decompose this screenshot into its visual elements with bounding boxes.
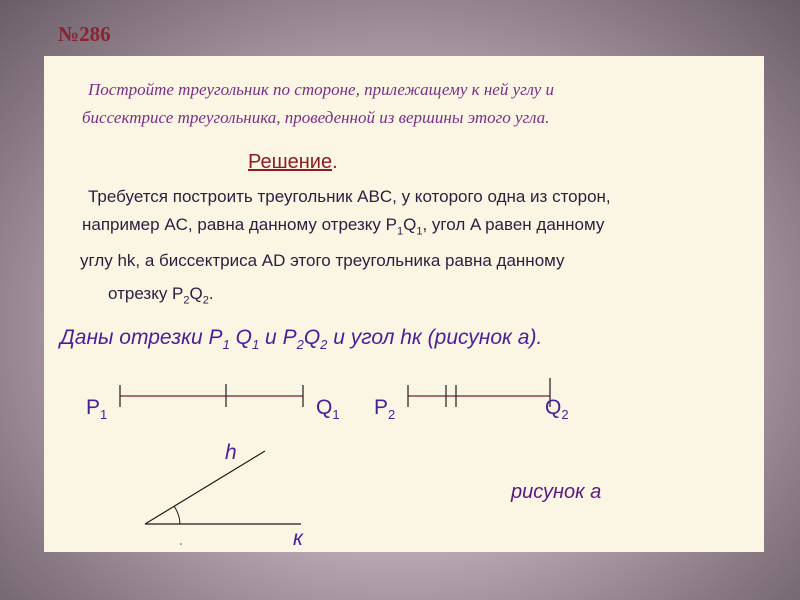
task-line-1: Постройте треугольник по стороне, прилежащему к ней углу и — [88, 80, 555, 99]
body-line-2-sub2: 1 — [416, 225, 423, 238]
label-h: h — [225, 441, 237, 464]
body-line-4-a: отрезку P — [108, 284, 184, 303]
angle-arc — [174, 506, 180, 524]
body-line-4-sub1: 2 — [183, 294, 190, 307]
given-c: и P — [259, 326, 297, 349]
body-line-2-sub1: 1 — [396, 225, 404, 238]
body-line-4-b: Q — [189, 284, 203, 303]
segment-p2q2 — [408, 378, 550, 407]
body-line-2-b: Q — [403, 215, 417, 234]
given-sub3: 2 — [296, 337, 304, 353]
angle-hk — [145, 451, 301, 545]
label-p2: $P_2$ — [374, 396, 396, 423]
given-d: Q — [303, 326, 321, 349]
given-b: Q — [229, 326, 252, 349]
task-line-2: биссектрисе треугольника, проведенной из вершины этого угла. — [82, 108, 550, 127]
label-q2: $Q_2$ — [545, 396, 569, 423]
body-line-2-a: например AC, равна данному отрезку P — [82, 215, 397, 234]
label-q1: $Q_1$ — [316, 396, 340, 423]
given-sub1: 1 — [222, 337, 230, 353]
solution-heading-text: Решение — [248, 151, 333, 173]
figure-caption: рисунок а — [511, 481, 602, 503]
ray-h — [145, 451, 265, 524]
stray-dot — [180, 543, 182, 545]
given-sub2: 1 — [251, 337, 260, 353]
body-line-4-sub2: 2 — [202, 294, 209, 307]
body-line-3: углу hk, а биссектриса AD этого треугольника равна данному — [80, 251, 565, 270]
body-line-4-c: . — [208, 284, 214, 303]
label-k: к — [293, 527, 303, 550]
solution-heading-dot: . — [332, 151, 338, 173]
slide-number: №286 — [58, 22, 111, 46]
given-sub4: 2 — [320, 337, 328, 353]
segment-p1q1 — [120, 384, 303, 407]
given-e: и угол hк (рисунок а). — [327, 326, 543, 349]
given-a: Даны отрезки P — [60, 326, 223, 349]
body-line-2-c: , угол A равен данному — [422, 215, 605, 234]
body-line-1: Требуется построить треугольник ABC, у которого одна из сторон, — [88, 187, 611, 206]
label-p1: $P_1$ — [86, 396, 108, 423]
